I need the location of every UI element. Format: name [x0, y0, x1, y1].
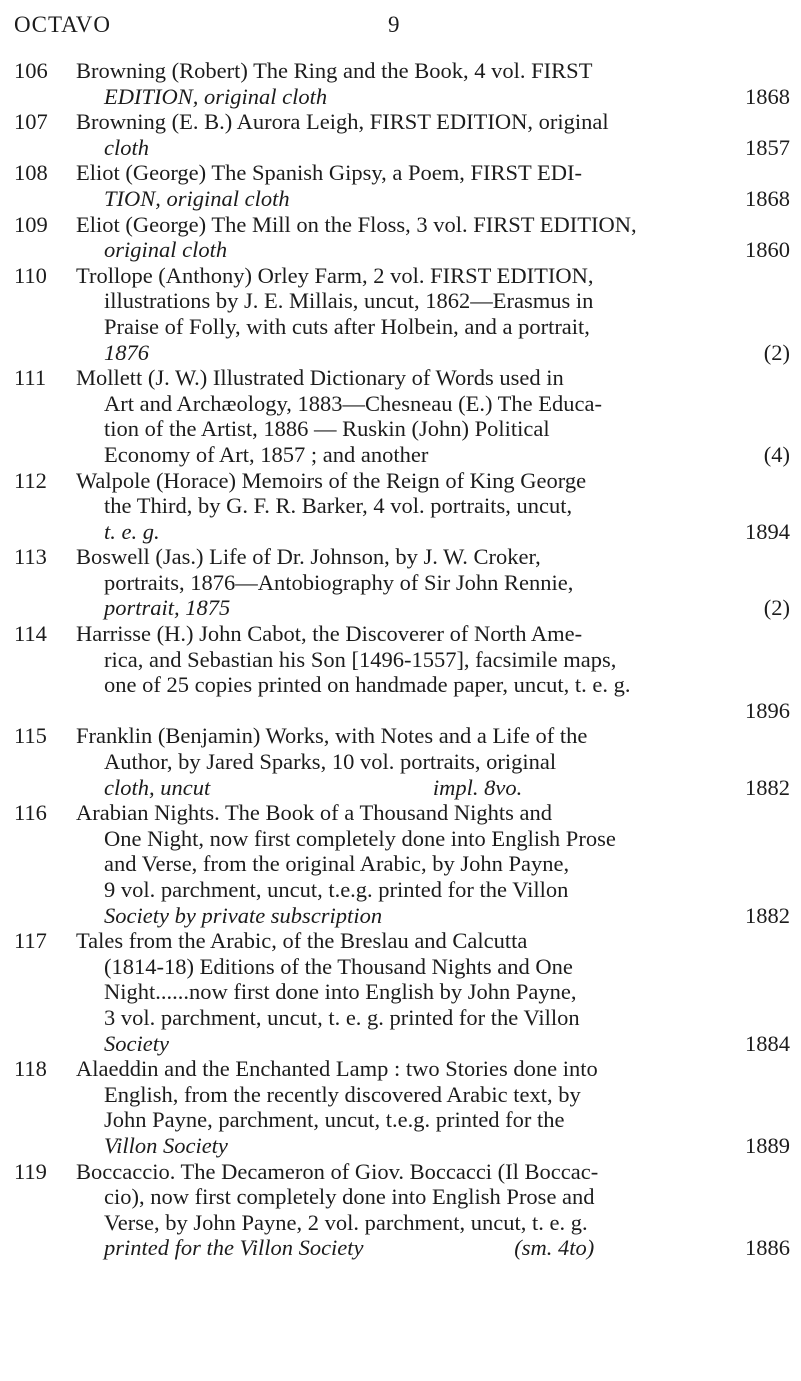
format-note: impl. 8vo.: [432, 774, 523, 800]
description-line: and Verse, from the original Arabic, by John Payne,: [104, 851, 570, 877]
lot-entry: [14, 365, 790, 467]
format-note: (sm. 4to): [514, 1235, 595, 1261]
closing-line: [76, 237, 790, 263]
lot-date: 1882: [745, 902, 790, 928]
closing-line: [76, 775, 790, 801]
lot-list: [14, 58, 790, 1261]
closing-text: TION, original cloth: [104, 185, 290, 211]
closing-text: portrait, 1875: [104, 595, 231, 621]
lot-entry: [14, 544, 790, 621]
closing-text: EDITION, original cloth: [104, 83, 328, 109]
description-line: the Third, by G. F. R. Barker, 4 vol. portraits, uncut,: [104, 493, 573, 519]
lot-number: 116: [14, 800, 47, 826]
closing-line: [76, 340, 790, 366]
lot-entry: [14, 58, 790, 109]
lot-entry: [14, 263, 790, 365]
lot-number: 114: [14, 621, 47, 647]
closing-text: printed for the Villon Society: [104, 1235, 364, 1261]
description-line: Night......now first done into English by John Payne,: [104, 979, 577, 1005]
description-line: Browning (E. B.) Aurora Leigh, FIRST EDITION, original: [76, 109, 609, 135]
lot-date: 1884: [745, 1030, 790, 1056]
description-line: Eliot (George) The Spanish Gipsy, a Poem, FIRST EDI-: [76, 160, 582, 186]
lot-date: (2): [763, 339, 790, 365]
lot-entry: [14, 1056, 790, 1158]
closing-line: [76, 1031, 790, 1057]
closing-line: [76, 903, 790, 929]
lot-date: 1857: [745, 134, 790, 160]
lot-date: 1886: [745, 1235, 790, 1261]
closing-line: [76, 442, 790, 468]
closing-text: cloth, uncut: [104, 774, 211, 800]
lot-number: 113: [14, 544, 47, 570]
lot-number: 109: [14, 211, 48, 237]
running-head: [14, 12, 789, 42]
closing-text: Economy of Art, 1857 ; and another: [104, 441, 429, 467]
lot-date: 1868: [745, 83, 790, 109]
closing-text: 1876: [104, 339, 149, 365]
description-line: Browning (Robert) The Ring and the Book, 4 vol. FIRST: [76, 58, 593, 83]
lot-date: 1868: [745, 185, 790, 211]
lot-date: 1882: [744, 774, 790, 800]
lot-entry: [14, 928, 790, 1056]
closing-line: [76, 186, 790, 212]
description-line: Franklin (Benjamin) Works, with Notes and a Life of the: [76, 723, 588, 749]
closing-text: cloth: [104, 134, 149, 160]
description-line: Mollett (J. W.) Illustrated Dictionary of Words used in: [76, 365, 564, 391]
lot-entry: [14, 468, 790, 545]
closing-line: [76, 595, 790, 621]
lot-entry: [14, 621, 790, 723]
description-line: Harrisse (H.) John Cabot, the Discoverer of North Ame-: [76, 621, 583, 647]
section-title: OCTAVO: [14, 12, 112, 37]
description-line: one of 25 copies printed on handmade paper, uncut, t. e. g.: [104, 672, 631, 698]
description-line: Walpole (Horace) Memoirs of the Reign of King George: [76, 467, 587, 493]
description-line: cio), now first completely done into English Prose and: [104, 1184, 595, 1210]
closing-line: [76, 1133, 790, 1159]
closing-line: [76, 135, 790, 161]
closing-text: t. e. g.: [104, 518, 160, 544]
lot-number: 115: [14, 723, 47, 749]
closing-line: [76, 519, 790, 545]
lot-entry: [14, 723, 790, 800]
lot-entry: [14, 212, 790, 263]
description-line: Eliot (George) The Mill on the Floss, 3 vol. FIRST EDITION,: [76, 211, 637, 237]
description-line: Tales from the Arabic, of the Breslau and Calcutta: [76, 928, 528, 954]
description-line: Boccaccio. The Decameron of Giov. Boccacci (Il Boccac-: [76, 1158, 599, 1184]
description-line: John Payne, parchment, uncut, t.e.g. printed for the: [104, 1107, 565, 1133]
closing-text: Villon Society: [104, 1132, 228, 1158]
description-line: One Night, now first completely done into English Prose: [104, 825, 616, 851]
lot-number: 112: [14, 467, 47, 493]
lot-entry: [14, 109, 790, 160]
page-number: 9: [388, 12, 400, 37]
lot-number: 111: [14, 365, 47, 391]
closing-line: [76, 84, 790, 110]
lot-date: 1894: [745, 518, 790, 544]
lot-date: (2): [763, 595, 790, 621]
lot-number: 106: [14, 58, 48, 83]
description-line: rica, and Sebastian his Son [1496-1557], facsimile maps,: [104, 646, 617, 672]
description-line: Boswell (Jas.) Life of Dr. Johnson, by J. W. Croker,: [76, 544, 541, 570]
description-line: tion of the Artist, 1886 — Ruskin (John) Political: [104, 416, 550, 442]
lot-date: (4): [763, 441, 790, 467]
description-line: Trollope (Anthony) Orley Farm, 2 vol. FIRST EDITION,: [76, 262, 594, 288]
lot-number: 118: [14, 1056, 47, 1082]
lot-entry: [14, 800, 790, 928]
description-line: Alaeddin and the Enchanted Lamp : two Stories done into: [76, 1056, 598, 1082]
closing-text: Society by private subscription: [104, 902, 383, 928]
lot-date: 1860: [745, 237, 790, 263]
lot-number: 108: [14, 160, 48, 186]
lot-number: 117: [14, 928, 47, 954]
description-line: Verse, by John Payne, 2 vol. parchment, uncut, t. e. g.: [104, 1209, 588, 1235]
description-line: Author, by Jared Sparks, 10 vol. portraits, original: [104, 749, 557, 775]
closing-text: original cloth: [104, 237, 228, 263]
description-line: Art and Archæology, 1883—Chesneau (E.) The Educa-: [104, 390, 602, 416]
description-line: 3 vol. parchment, uncut, t. e. g. printed for the Villon: [104, 1004, 580, 1030]
description-line: portraits, 1876—Antobiography of Sir John Rennie,: [104, 569, 574, 595]
lot-entry: [14, 160, 790, 211]
lot-date: 1889: [745, 1132, 790, 1158]
description-line: illustrations by J. E. Millais, uncut, 1862—Erasmus in: [104, 288, 594, 314]
description-line: 9 vol. parchment, uncut, t.e.g. printed for the Villon: [104, 877, 569, 902]
lot-number: 119: [14, 1158, 47, 1184]
lot-number: 110: [14, 262, 47, 288]
closing-line: [76, 1235, 790, 1261]
closing-line: [76, 698, 790, 724]
closing-text: Society: [104, 1030, 169, 1056]
description-line: Praise of Folly, with cuts after Holbein, and a portrait,: [104, 313, 590, 339]
description-line: English, from the recently discovered Arabic text, by: [104, 1081, 581, 1107]
description-line: Arabian Nights. The Book of a Thousand Nights and: [76, 800, 552, 826]
description-line: (1814-18) Editions of the Thousand Nights and One: [104, 953, 573, 979]
lot-date: 1896: [745, 697, 790, 723]
lot-entry: [14, 1159, 790, 1261]
lot-number: 107: [14, 109, 48, 135]
